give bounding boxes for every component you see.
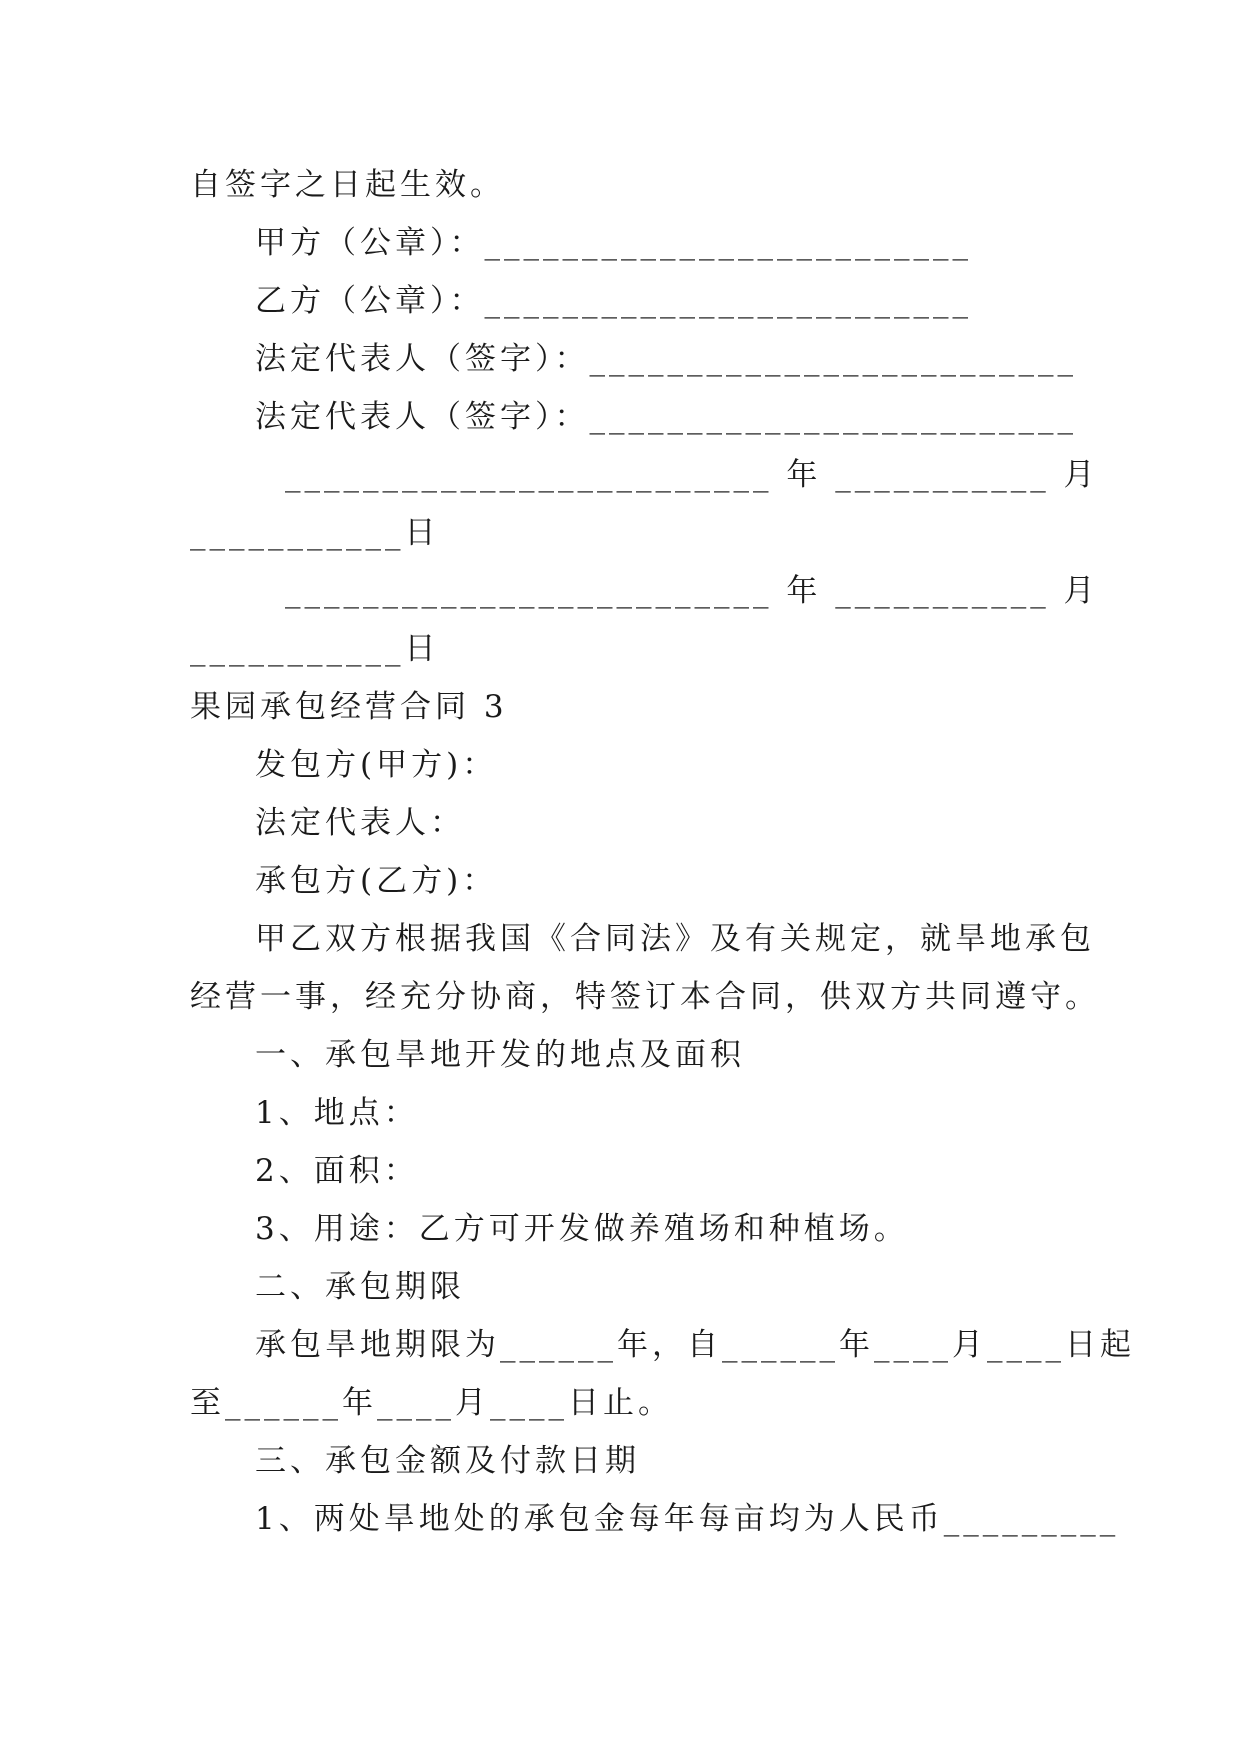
legal-rep-signature-line-1: 法定代表人（签字）：_________________________ <box>255 341 1077 377</box>
party-a-seal-line: 甲方（公章）：_________________________ <box>255 225 972 261</box>
section-two-heading: 二、承包期限 <box>255 1269 465 1305</box>
date-line-1: _________________________ 年 ___________ 月 <box>285 457 1099 493</box>
payment-item-1: 1、两处旱地处的承包金每年每亩均为人民币_________ <box>255 1501 1120 1537</box>
preamble-line-1: 甲乙双方根据我国《合同法》及有关规定，就旱地承包 <box>255 921 1095 957</box>
preamble-line-2: 经营一事，经充分协商，特签订本合同，供双方共同遵守。 <box>190 979 1100 1015</box>
date-line-1-day: ___________日 <box>190 515 440 551</box>
legal-rep-line: 法定代表人： <box>255 805 465 841</box>
area-item: 2、面积： <box>255 1153 419 1189</box>
section-three-heading: 三、承包金额及付款日期 <box>255 1443 640 1479</box>
party-b-seal-line: 乙方（公章）：_________________________ <box>255 283 972 319</box>
issuer-line: 发包方(甲方)： <box>255 747 498 783</box>
section-one-heading: 一、承包旱地开发的地点及面积 <box>255 1037 745 1073</box>
usage-item: 3、用途：乙方可开发做养殖场和种植场。 <box>255 1211 909 1247</box>
contract-title: 果园承包经营合同 3 <box>190 689 508 725</box>
contractor-line: 承包方(乙方)： <box>255 863 498 899</box>
location-item: 1、地点： <box>255 1095 419 1131</box>
term-line-1: 承包旱地期限为______年，自______年____月____日起 <box>255 1327 1135 1363</box>
term-line-2: 至______年____月____日止。 <box>190 1385 673 1421</box>
date-line-2-day: ___________日 <box>190 631 440 667</box>
date-line-2: _________________________ 年 ___________ 月 <box>285 573 1099 609</box>
text-line-effective: 自签字之日起生效。 <box>190 167 505 203</box>
legal-rep-signature-line-2: 法定代表人（签字）：_________________________ <box>255 399 1077 435</box>
